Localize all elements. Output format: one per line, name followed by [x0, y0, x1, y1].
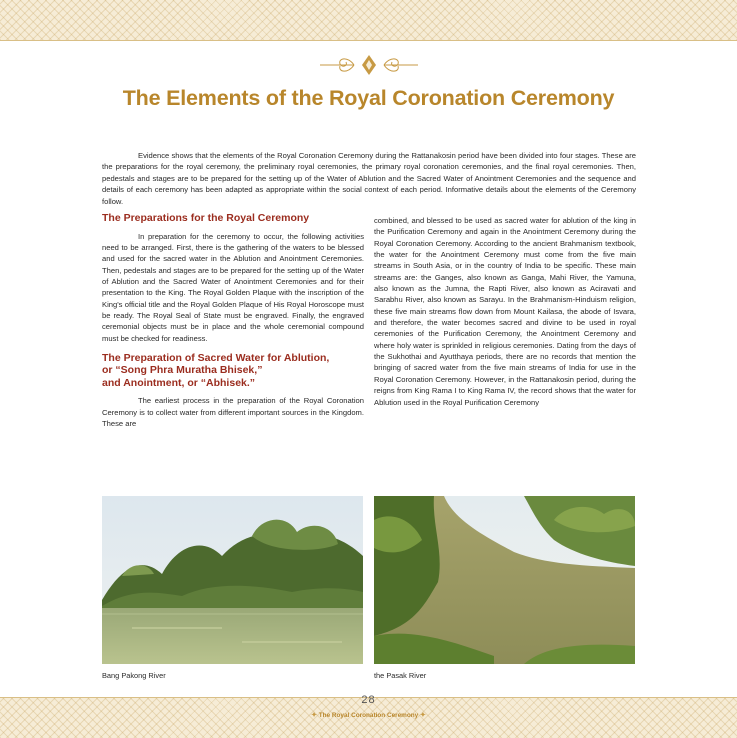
heading-line: The Preparation of Sacred Water for Ablution, — [102, 351, 330, 364]
section-body-sacred-water: The earliest process in the preparation of the Royal Coronation Ceremony is to collect water from different important sources in the Kingdom. These are — [102, 396, 364, 429]
left-column — [102, 212, 364, 429]
intro-paragraph: Evidence shows that the elements of the Royal Coronation Ceremony during the Rattanakosin period have been divided into four stages. These are the preparations for the royal ceremony, the preliminary royal ceremonies, the primary royal coronation ceremonies, and the final royal ceremonies. Then, pedestals and stages are to be prepared for the setting up of the Water of Ablution and the Sacred Water of Anointment Ceremonies and the sequence and details of each ceremony has been adapted as appropriate within the social context of each period. Informative details about the elements of the Ceremony follow. — [102, 151, 636, 206]
section-heading-sacred-water — [102, 352, 364, 390]
right-column-text: combined, and blessed to be used as sacred water for ablution of the king in the Purification Ceremony and again in the Anointment Ceremony during the Royal Coronation Ceremony. According to the ancient Brahmanism textbook, the water for the Anointment Ceremony must come from the five main streams in South Asia, or in the country of India to be specific. These main streams are: the Ganges, also known as Ganga, Mahi River, the Yamuna, also known as the Jumna, the Rapti River, also known as Aciravati and Sarabhu River, also known as Sarayu. In the Brahmanism-Hinduism religion, these five main streams flow down from Mount Kailasa, the abode of Isvara, and therefore, the water becomes sacred and divine to be used in royal ceremonies of the Purification Ceremony, the Anointment Ceremony and where holy water is sprinkled in religious ceremonies. Dating from the days of the Sukhothai and Ayutthaya periods, there are no records that mention the bringing of sacred water from the five main streams of India for use in the Royal Coronation Ceremony. However, in the Rattanakosin period, during the reigns from King Rama I to King Rama IV, the record shows that the water for Ablution used in the Royal Purification Ceremony — [374, 216, 636, 407]
page-title: The Elements of the Royal Coronation Ceremony — [122, 86, 615, 110]
top-decorative-band — [0, 0, 737, 41]
section-body-preparations: In preparation for the ceremony to occur, the following activities need to be arranged. First, there is the gathering of the waters to be blessed and used for the sacred water in the Ablution and Anointment Ceremonies. Then, pedestals and stages are to be prepared for the setting up of the Water of Ablution and the Sacred Water of Anointment Ceremonies and for their presentation to the King. The Royal Golden Plaque with the inscription of the King's official title and the Royal Golden Plaque of His Royal Horoscope must be ready. The Royal Seal of State must be engraved. Finally, the engraved ceremonial objects must be in place and the whole ceremonial compound must be checked for readiness. — [102, 231, 364, 343]
photo-pasak-river — [374, 496, 635, 664]
footer-running-title — [0, 711, 737, 719]
section-heading-preparations: The Preparations for the Royal Ceremony — [102, 212, 310, 224]
heading-line: or “Song Phra Muratha Bhisek,” — [102, 364, 263, 377]
heading-line: and Anointment, or “Abhisek.” — [102, 376, 256, 389]
right-column — [374, 215, 636, 408]
star-icon: ✦ — [420, 712, 426, 719]
star-icon: ✦ — [311, 712, 317, 719]
ornament-divider — [318, 52, 420, 78]
caption-photo-2: the Pasak River — [374, 671, 427, 680]
caption-photo-1: Bang Pakong River — [102, 671, 166, 680]
photo-bang-pakong-river — [102, 496, 363, 664]
page-number: 28 — [361, 694, 376, 706]
running-title: The Royal Coronation Ceremony — [318, 712, 419, 719]
